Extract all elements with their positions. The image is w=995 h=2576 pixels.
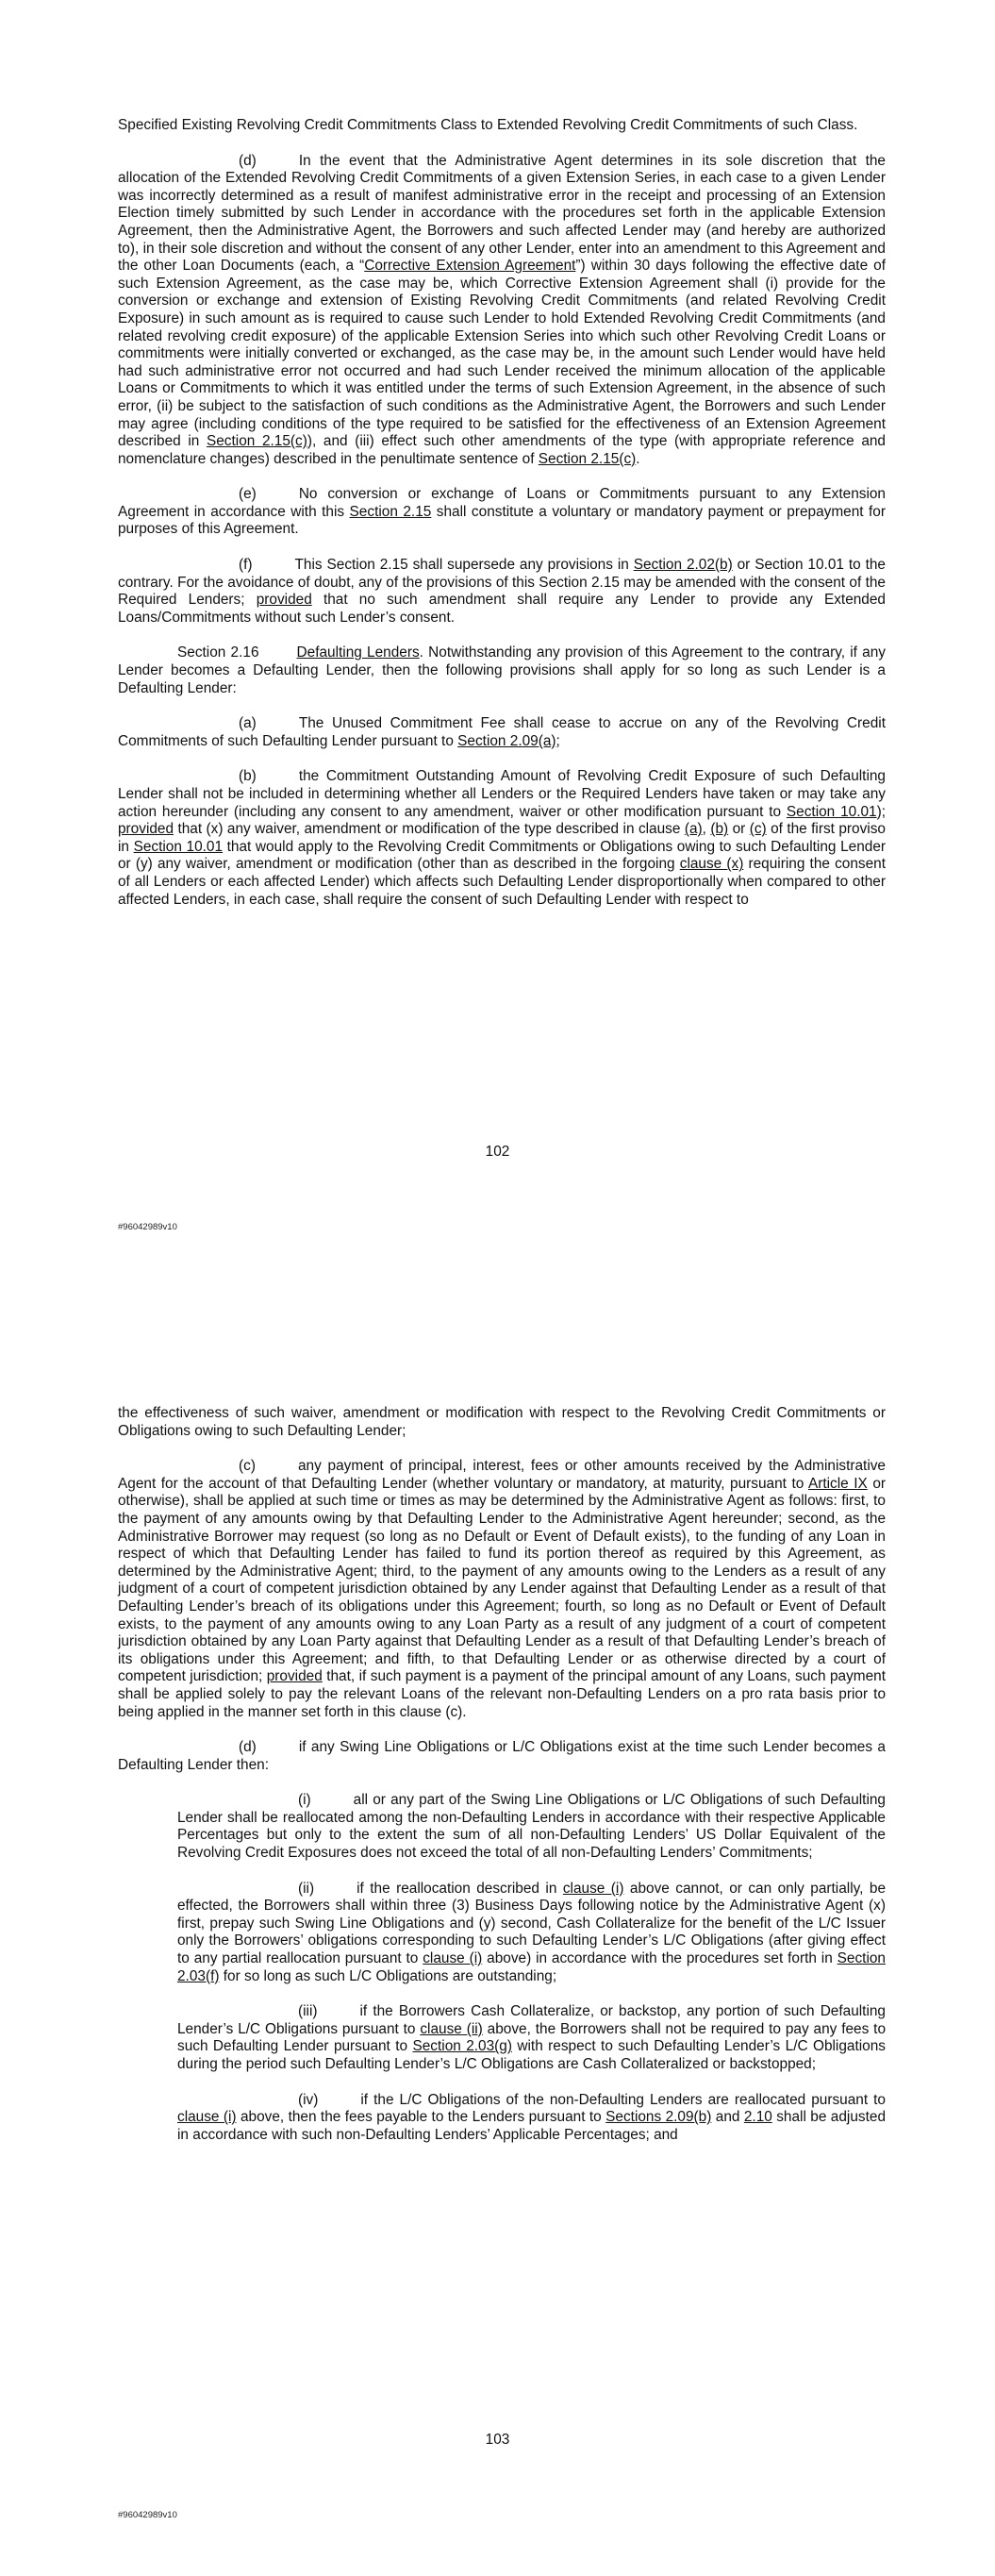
clause-reference-link[interactable]: clause (ii) bbox=[420, 2020, 483, 2037]
paragraph-2-15-f: (f) This Section 2.15 shall supersede any provisions in Section 2.02(b) or Section 10.01 to the contrary. For the avoidance of doubt, any of the provisions of this Section 2.15 may be amended with the consent of the Required Lenders; provided that no such amendment shall require any Lender to provide any Extended Loans/Commitments without such Lender’s consent. bbox=[118, 557, 886, 626]
paragraph-2-16-c: (c) any payment of principal, interest, fees or other amounts received by the Administrative Agent for the account of that Defaulting Lender (whether voluntary or mandatory, at maturity, pursuant to Article IX or otherwise), shall be applied at such time or times as may be determined by the Administrative Agent as follows: first, to the payment of any amounts owing by that Defaulting Lender to the Administrative Agent hereunder; second, as the Administrative Borrower may request (so long as no Default or Event of Default exists), to the funding of any Loan in respect of which that Defaulting Lender has failed to fund its portion thereof as required by this Agreement, as determined by the Administrative Agent; third, to the payment of any amounts owing to the Lenders as a result of any judgment of a court of competent jurisdiction obtained by any Lender against that Defaulting Lender as a result of that Defaulting Lender’s breach of its obligations under this Agreement; fourth, so long as no Default or Event of Default exists, to the payment of any amounts owing to any Loan Party as a result of any judgment of a court of competent jurisdiction obtained by any Loan Party against that Defaulting Lender as a result of that Defaulting Lender’s breach of its obligations under this Agreement; and fifth, to that Defaulting Lender or as otherwise directed by a court of competent jurisdiction; provided that, if such payment is a payment of the principal amount of any Loans, such payment shall be applied solely to pay the relevant Loans of the relevant non-Defaulting Lenders on a pro rata basis prior to being applied in the manner set forth in this clause (c). bbox=[118, 1458, 887, 1720]
section-reference-link[interactable]: Section 2.15 bbox=[349, 503, 432, 520]
paragraph-2-16-d-iv: (iv) if the L/C Obligations of the non-Defaulting Lenders are reallocated pursuant to clause (i) above, then the fees payable to the Lenders pursuant to Sections 2.09(b) and 2.10 shall be adjusted in accordance with such non-Defaulting Lenders’ Applicable Percentages; and bbox=[177, 2091, 886, 2143]
paragraph-2-16-d-ii: (ii) if the reallocation described in clause (i) above cannot, or can only partially, be effected, the Borrowers shall within three (3) Business Days following notice by the Administrative Agent (x) first, prepay such Swing Line Obligations and (y) second, Cash Collateralize for the benefit of the L/C Issuer only the Borrowers’ obligations corresponding to such Defaulting Lender’s L/C Obligations (after giving effect to any partial reallocation pursuant to clause (i) above) in accordance with the procedures set forth in Section 2.03(f) for so long as such L/C Obligations are outstanding; bbox=[177, 1880, 887, 1984]
paragraph-2-16-d-i: (i) all or any part of the Swing Line Obligations or L/C Obligations of such Defaulting Lender shall be reallocated among the non-Defaulting Lenders in accordance with their respective Applicable Percentages but only to the extent the sum of all non-Defaulting Lenders’ US Dollar Equivalent of the Revolving Credit Exposures does not exceed the total of all non-Defaulting Lenders’ Commitments; bbox=[177, 1792, 886, 1862]
paragraph-2-16-b: (b) the Commitment Outstanding Amount of Revolving Credit Exposure of such Defaulting Lender shall not be included in determining whether all Lenders or the Required Lenders have taken or may take any action hereunder (including any consent to any amendment, waiver or other modification pursuant to Section 10.01); provided that (x) any waiver, amendment or modification of the type described in clause (a), (b) or (c) of the first proviso in Section 10.01 that would apply to the Revolving Credit Commitments or Obligations owing to such Defaulting Lender or (y) any waiver, amendment or modification (other than as described in the forgoing clause (x) requiring the consent of all Lenders or each affected Lender) which affects such Defaulting Lender disproportionally when compared to other affected Lenders, in each case, shall require the consent of such Defaulting Lender with respect to bbox=[118, 768, 887, 908]
section-title: Defaulting Lenders bbox=[296, 644, 420, 661]
paragraph-2-16-d-iii: (iii) if the Borrowers Cash Collateralize, or backstop, any portion of such Defaulting Lender’s L/C Obligations pursuant to clause (ii) above, the Borrowers shall not be required to pay any fees to such Defaulting Lender pursuant to Section 2.03(g) with respect to such Defaulting Lender’s L/C Obligations during the period such Defaulting Lender’s L/C Obligations are Cash Collateralized or backstopped; bbox=[177, 2003, 886, 2072]
document-id: #96042989v10 bbox=[118, 1222, 177, 1232]
section-reference-link[interactable]: Section 10.01 bbox=[786, 803, 877, 820]
page-103 bbox=[0, 1288, 995, 2576]
clause-reference-link[interactable]: (a) bbox=[684, 821, 703, 838]
paragraph-continuation: Specified Existing Revolving Credit Commitments Class to Extended Revolving Credit Commitments of such Class. bbox=[118, 117, 858, 133]
clause-reference-link[interactable]: (c) bbox=[749, 821, 767, 838]
clause-reference-link[interactable]: (b) bbox=[710, 821, 729, 838]
paragraph-2-15-d: (d) In the event that the Administrative Agent determines in its sole discretion that the allocation of the Extended Revolving Credit Commitments of a given Extension Series, in each case to a given Lender was incorrectly determined as a result of manifest administrative error in the receipt and processing of an Extension Election timely submitted by such Lender in accordance with the procedures set forth in the applicable Extension Agreement, then the Administrative Agent, the Borrowers and such affected Lender may (and hereby are authorized to), in their sole discretion and without the consent of any other Lender, enter into an amendment to this Agreement and the other Loan Documents (each, a “Corrective Extension Agreement”) within 30 days following the effective date of such Extension Agreement, as the case may be, which Corrective Extension Agreement shall (i) provide for the conversion or exchange and extension of Existing Revolving Credit Commitments (and related Revolving Credit Exposure) in such amount as is required to cause such Lender to hold Extended Revolving Credit Commitments (and related revolving credit exposure) of the applicable Extension Series into which such other Revolving Credit Loans or commitments were initially converted or exchanged, as the case may be, in the amount such Lender would have held had such administrative error not occurred and had such Lender received the minimum allocation of the applicable Loans or Commitments to which it was entitled under the terms of such Extension Agreement, in the absence of such error, (ii) be subject to the satisfaction of such conditions as the Administrative Agent, the Borrowers and such Lender may agree (including conditions of the type required to be satisfied for the effectiveness of an Extension Agreement described in Section 2.15(c)), and (iii) effect such other amendments of the type (with appropriate reference and nomenclature changes) described in the penultimate sentence of Section 2.15(c). bbox=[118, 152, 886, 467]
article-reference-link[interactable]: Article IX bbox=[807, 1475, 868, 1492]
section-reference-link[interactable]: Section 2.02(b) bbox=[633, 557, 733, 574]
page-number: 102 bbox=[485, 1144, 510, 1160]
section-reference-link[interactable]: Section 2.03(g) bbox=[412, 2038, 512, 2055]
section-reference-link[interactable]: Sections 2.09(b) bbox=[605, 2109, 712, 2126]
section-reference-link[interactable]: 2.10 bbox=[743, 2109, 772, 2126]
section-reference-link[interactable]: Section 2.15(c) bbox=[206, 433, 307, 450]
clause-reference-link[interactable]: clause (i) bbox=[423, 1950, 483, 1967]
clause-reference-link[interactable]: clause (x) bbox=[679, 856, 744, 873]
paragraph-2-16-a: (a) The Unused Commitment Fee shall cease to accrue on any of the Revolving Credit Commitments of such Defaulting Lender pursuant to Section 2.09(a); bbox=[118, 715, 886, 749]
clause-reference-link[interactable]: clause (i) bbox=[177, 2109, 237, 2126]
defined-term: Corrective Extension Agreement bbox=[364, 258, 576, 275]
section-2-16-heading: Section 2.16 Defaulting Lenders. Notwithstanding any provision of this Agreement to the contrary, if any Lender becomes a Defaulting Lender, then the following provisions shall apply for so long as such Lender is a Defaulting Lender: bbox=[118, 644, 886, 696]
document-id: #96042989v10 bbox=[118, 2510, 177, 2520]
page-body bbox=[118, 1405, 886, 2144]
paragraph-2-16-d: (d) if any Swing Line Obligations or L/C Obligations exist at the time such Lender becomes a Defaulting Lender then: bbox=[118, 1739, 886, 1773]
clause-reference-link[interactable]: clause (i) bbox=[562, 1880, 624, 1897]
section-reference-link[interactable]: Section 10.01 bbox=[133, 838, 224, 855]
paragraph-continuation: the effectiveness of such waiver, amendment or modification with respect to the Revolving Credit Commitments or Obligations owing to such Defaulting Lender; bbox=[118, 1405, 886, 1439]
section-reference-link[interactable]: Section 2.03(f) bbox=[177, 1950, 886, 1984]
proviso-term: provided bbox=[266, 1668, 323, 1685]
section-reference-link[interactable]: Section 2.09(a) bbox=[457, 732, 556, 749]
proviso-term: provided bbox=[256, 592, 312, 609]
paragraph-2-15-e: (e) No conversion or exchange of Loans or Commitments pursuant to any Extension Agreement in accordance with this Section 2.15 shall constitute a voluntary or mandatory payment or prepayment for purposes of this Agreement. bbox=[118, 486, 886, 538]
page-body bbox=[118, 117, 886, 909]
section-reference-link[interactable]: Section 2.15(c) bbox=[538, 450, 637, 467]
page-number: 103 bbox=[485, 2432, 510, 2448]
proviso-term: provided bbox=[118, 821, 174, 838]
